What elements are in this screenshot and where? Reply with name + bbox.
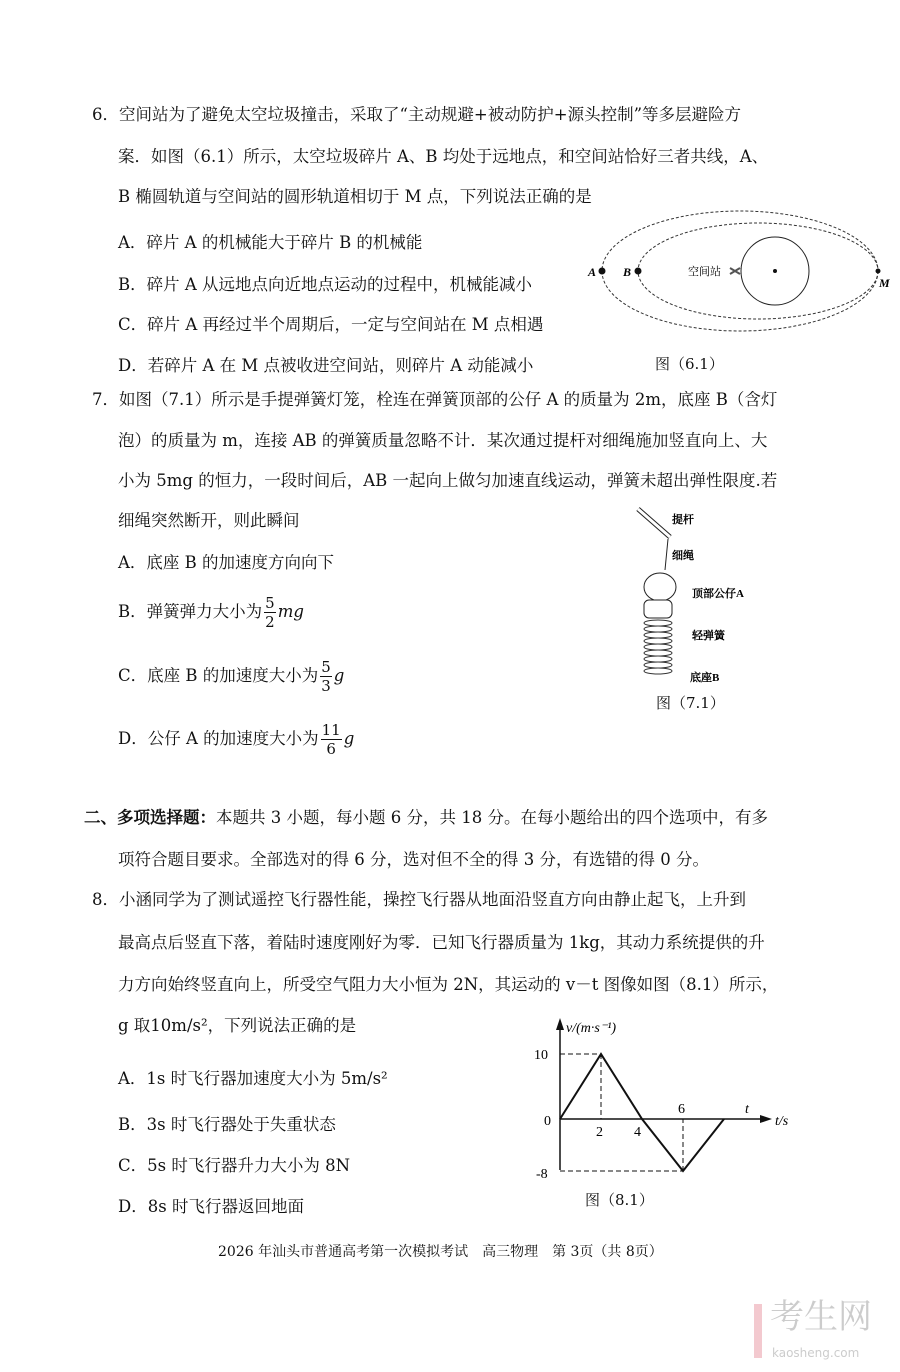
- lantern-figure: [630, 505, 770, 690]
- q7-line: 泡）的质量为 m，连接 AB 的弹簧质量忽略不计．某次通过提杆对细绳施加竖直向上、大: [118, 431, 768, 450]
- section-line: 项符合题目要求。全部选对的得 6 分，选对但不全的得 3 分，有选错的得 0 分。: [118, 850, 709, 869]
- figure-caption: 图（7.1）: [656, 694, 725, 712]
- section-line: [84, 806, 874, 830]
- q8-line: 8．小涵同学为了测试遥控飞行器性能，操控飞行器从地面沿竖直方向由静止起飞，上升到: [92, 890, 746, 909]
- tick-x: 4: [634, 1125, 641, 1140]
- tick-y: -8: [536, 1167, 548, 1182]
- label-spring: 轻弹簧: [692, 630, 725, 642]
- q7-line: 7．如图（7.1）所示是手提弹簧灯笼，栓连在弹簧顶部的公仔 A 的质量为 2m，底座 B（含灯: [92, 390, 778, 409]
- label-a: A: [588, 265, 597, 279]
- tick-y: 0: [544, 1114, 551, 1129]
- q8-option: C．5s 时飞行器升力大小为 8N: [118, 1156, 351, 1175]
- orbit-figure: [588, 205, 888, 350]
- q6-option: A．碎片 A 的机械能大于碎片 B 的机械能: [118, 233, 423, 252]
- tick-x-t: t: [745, 1102, 749, 1117]
- x-arrow: [760, 1115, 772, 1123]
- q8-option: A．1s 时飞行器加速度大小为 5m/s²: [118, 1069, 388, 1088]
- station-icon: [730, 268, 740, 274]
- footer: 2026 年汕头市普通高考第一次模拟考试 高三物理 第 3页（共 8页）: [218, 1244, 663, 1260]
- q7-option: [118, 594, 304, 631]
- q6-option: B．碎片 A 从远地点向近地点运动的过程中，机械能减小: [118, 275, 533, 294]
- text: g: [343, 729, 355, 748]
- q7-line: 细绳突然断开，则此瞬间: [118, 511, 300, 530]
- q8-option: D．8s 时飞行器返回地面: [118, 1197, 304, 1216]
- fraction: $\frac{11}{6}$: [321, 721, 341, 758]
- fraction: $\frac{5}{3}$: [321, 658, 331, 695]
- label-b: B: [623, 265, 632, 279]
- label-rope: 细绳: [672, 550, 694, 562]
- y-label: v/(m·s⁻¹): [566, 1021, 617, 1036]
- figure-caption: 图（6.1）: [655, 355, 724, 373]
- text: C．底座 B 的加速度大小为: [118, 666, 319, 685]
- q6-option: C．碎片 A 再经过半个周期后，一定与空间站在 M 点相遇: [118, 315, 544, 334]
- q7-option: [118, 658, 344, 695]
- watermark-en: kaosheng.com: [772, 1346, 860, 1360]
- section-title: 二、多项选择题：: [84, 808, 216, 827]
- text: g: [333, 666, 345, 685]
- logo-mark: [754, 1304, 762, 1358]
- series-line: [560, 1054, 724, 1171]
- tick-x: 2: [596, 1125, 603, 1140]
- q8-line: 力方向始终竖直向上，所受空气阻力大小恒为 2N，其运动的 v－t 图像如图（8.1）所示，: [118, 975, 779, 994]
- text: B．弹簧弹力大小为: [118, 602, 263, 621]
- q6-option: D．若碎片 A 在 M 点被收进空间站，则碎片 A 动能减小: [118, 356, 534, 375]
- text: 本题共 3 小题，每小题 6 分，共 18 分。在每小题给出的四个选项中，有多: [216, 808, 768, 827]
- watermark-cn: 考生网: [770, 1297, 872, 1337]
- vt-chart: [520, 1010, 810, 1185]
- label-rod: 提杆: [672, 514, 694, 526]
- label-top: 顶部公仔A: [692, 588, 744, 600]
- q6-line: B 椭圆轨道与空间站的圆形轨道相切于 M 点，下列说法正确的是: [118, 187, 592, 206]
- x-label: t/s: [775, 1114, 789, 1129]
- figure-caption: 图（8.1）: [585, 1191, 654, 1209]
- watermark-logo: [754, 1298, 894, 1368]
- q6-line: 案．如图（6.1）所示，太空垃圾碎片 A、B 均处于远地点，和空间站恰好三者共线，A、: [118, 147, 769, 166]
- q7-option: A．底座 B 的加速度方向向下: [118, 553, 335, 572]
- text: mg: [277, 602, 304, 621]
- q6-line: 6．空间站为了避免太空垃圾撞击，采取了“主动规避+被动防护+源头控制”等多层避险方: [92, 105, 742, 124]
- q8-option: B．3s 时飞行器处于失重状态: [118, 1115, 336, 1134]
- tick-y: 10: [534, 1048, 548, 1063]
- tick-x: 6: [678, 1102, 685, 1117]
- label-base: 底座B: [690, 672, 720, 684]
- y-arrow: [556, 1018, 564, 1030]
- q7-option: [118, 721, 354, 758]
- fraction: $\frac{5}{2}$: [265, 594, 275, 631]
- text: D．公仔 A 的加速度大小为: [118, 729, 319, 748]
- label-station: 空间站: [688, 266, 721, 278]
- q8-line: 最高点后竖直下落，着陆时速度刚好为零．已知飞行器质量为 1kg，其动力系统提供的升: [118, 933, 765, 952]
- q7-line: 小为 5mg 的恒力，一段时间后，AB 一起向上做匀加速直线运动，弹簧未超出弹性限度.若: [118, 471, 778, 490]
- q8-line: g 取10m/s²，下列说法正确的是: [118, 1016, 357, 1035]
- label-m: M: [879, 276, 890, 290]
